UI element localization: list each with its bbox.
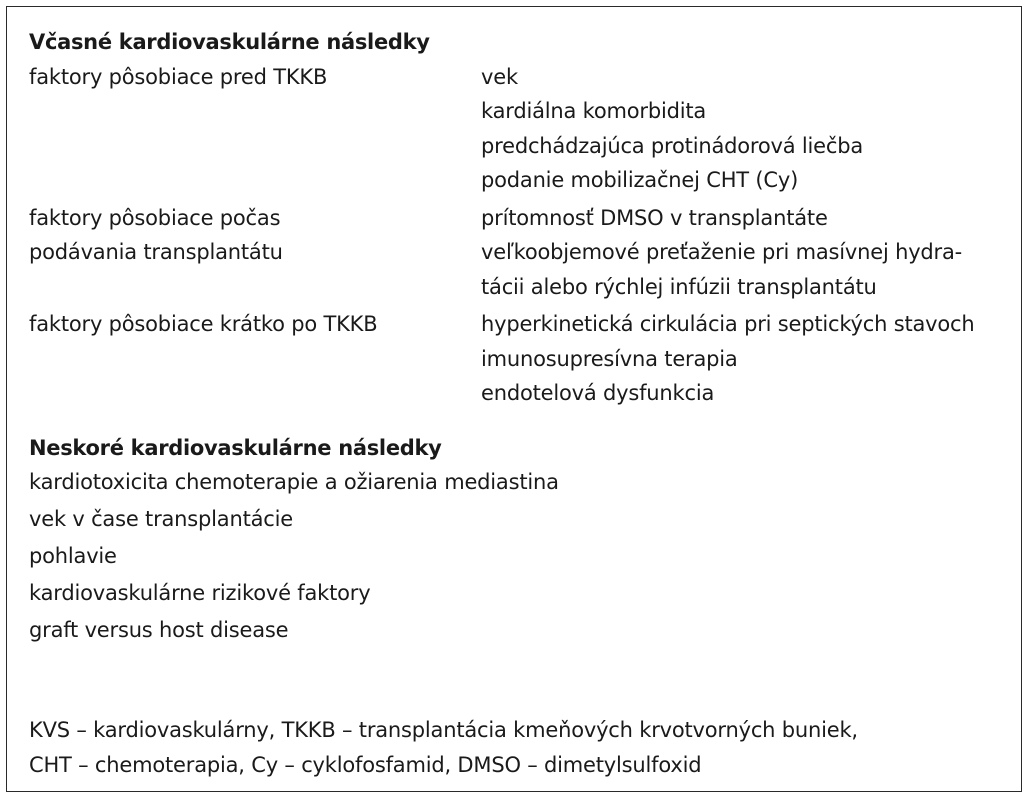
early-detail-line: vek — [481, 64, 518, 89]
late-item: vek v čase transplantácie — [29, 507, 293, 531]
late-item: pohlavie — [29, 544, 117, 568]
early-detail-line: endotelová dysfunkcia — [481, 381, 715, 405]
footnote-line: CHT – chemoterapia, Cy – cyklofosfamid, DMSO – dimetylsulfoxid — [29, 753, 702, 777]
early-detail-line: predchádzajúca protinádorová liečba — [481, 133, 864, 158]
early-factor-cell — [29, 307, 481, 411]
late-item: kardiotoxicita chemoterapie a ožiarenia mediastina — [29, 470, 559, 494]
early-heading: Včasné kardiovaskulárne následky — [29, 30, 430, 54]
late-item: graft versus host disease — [29, 618, 289, 642]
table-frame — [6, 6, 1022, 792]
late-heading: Neskoré kardiovaskulárne následky — [29, 435, 442, 460]
early-factor-line: faktory pôsobiace pred TKKB — [29, 64, 328, 89]
late-section — [29, 431, 1019, 648]
early-detail-line: prítomnosť DMSO v transplantáte — [481, 205, 828, 230]
early-detail-cell — [481, 201, 1019, 305]
early-row — [29, 307, 1019, 411]
early-detail-line: imunosupresívna terapia — [481, 346, 738, 371]
early-detail-line: veľkoobjemové preťaženie pri masívnej hydra- — [481, 240, 963, 264]
early-detail-line: podanie mobilizačnej CHT (Cy) — [481, 168, 799, 192]
early-factor-line: faktory pôsobiace počas — [29, 205, 281, 230]
early-detail-cell — [481, 307, 1019, 411]
early-detail-line: hyperkinetická cirkulácia pri septických stavoch — [481, 312, 975, 336]
early-row — [29, 201, 1019, 305]
early-detail-cell — [481, 60, 1019, 198]
footnote-line: KVS – kardiovaskulárny, TKKB – transplantácia kmeňových krvotvorných buniek, — [29, 718, 858, 742]
early-detail-line: tácii alebo rýchlej infúzii transplantátu — [481, 274, 877, 299]
early-factor-cell — [29, 201, 481, 305]
early-factor-cell — [29, 60, 481, 198]
footnote — [29, 713, 1019, 783]
table-content — [29, 25, 1019, 647]
early-row — [29, 60, 1019, 198]
early-factor-line: podávania transplantátu — [29, 240, 283, 264]
early-factor-line: faktory pôsobiace krátko po TKKB — [29, 312, 378, 336]
early-detail-line: kardiálna komorbidita — [481, 99, 707, 123]
late-item: kardiovaskulárne rizikové faktory — [29, 581, 371, 605]
